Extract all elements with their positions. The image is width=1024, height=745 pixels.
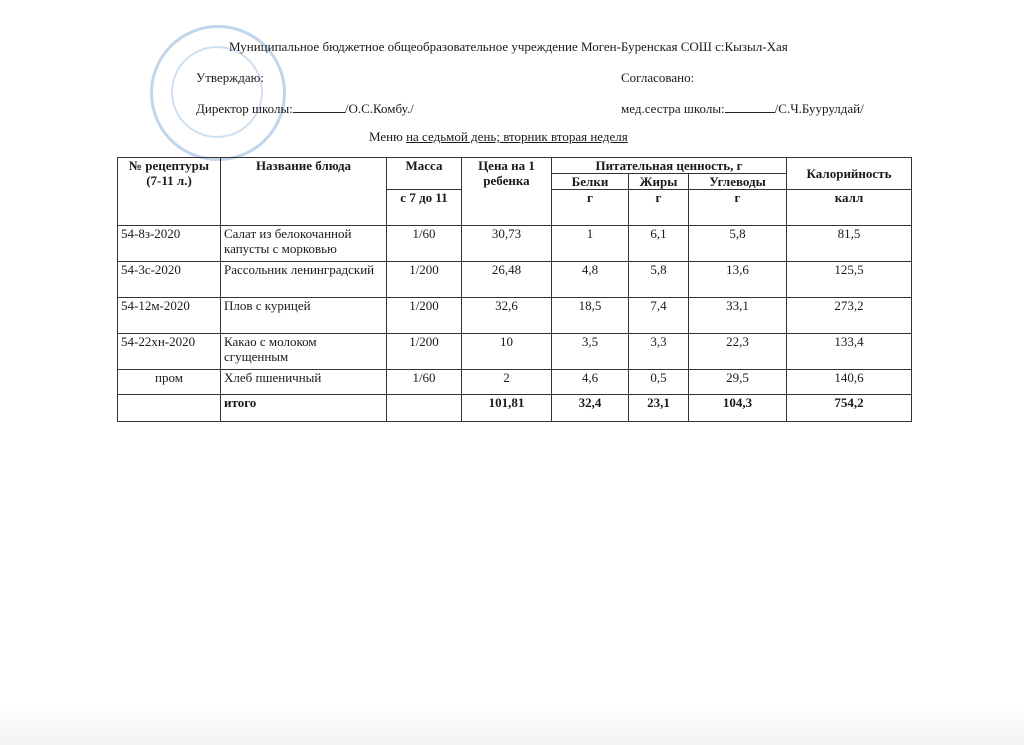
cell-mass: 1/200 xyxy=(387,298,462,334)
cell-price: 2 xyxy=(462,370,552,395)
cell-dish: Хлеб пшеничный xyxy=(221,370,387,395)
cell-dish: Салат из белокочанной капусты с морковью xyxy=(221,226,387,262)
cell-mass: 1/60 xyxy=(387,226,462,262)
cell-total-kcal: 754,2 xyxy=(787,395,912,422)
cell-total-protein: 32,4 xyxy=(552,395,629,422)
cell-price: 32,6 xyxy=(462,298,552,334)
nurse-signature xyxy=(725,101,775,113)
cell-mass: 1/200 xyxy=(387,262,462,298)
header-unit-protein: г xyxy=(552,190,629,226)
director-signature xyxy=(293,101,345,113)
header-mass: Масса xyxy=(387,158,462,190)
cell-price: 30,73 xyxy=(462,226,552,262)
table-row xyxy=(118,370,912,395)
cell-recipe: 54-8з-2020 xyxy=(118,226,221,262)
cell-dish: Рассольник ленинградский xyxy=(221,262,387,298)
header-recipe: № рецептуры (7-11 л.) xyxy=(118,158,221,226)
cell-total-price: 101,81 xyxy=(462,395,552,422)
header-unit-carbs: г xyxy=(689,190,787,226)
cell-price: 10 xyxy=(462,334,552,370)
header-dish: Название блюда xyxy=(221,158,387,226)
cell-total-fat: 23,1 xyxy=(629,395,689,422)
cell-fat: 3,3 xyxy=(629,334,689,370)
nurse-line xyxy=(621,101,864,117)
cell-total-mass-empty xyxy=(387,395,462,422)
header-protein: Белки xyxy=(552,174,629,190)
header-nutrition: Питательная ценность, г xyxy=(552,158,787,174)
cell-dish: Плов с курицей xyxy=(221,298,387,334)
cell-recipe: 54-22хн-2020 xyxy=(118,334,221,370)
cell-fat: 0,5 xyxy=(629,370,689,395)
menu-day: на седьмой день; вторник вторая неделя xyxy=(406,129,628,144)
table-row xyxy=(118,262,912,298)
cell-protein: 1 xyxy=(552,226,629,262)
menu-table xyxy=(117,157,912,422)
cell-protein: 3,5 xyxy=(552,334,629,370)
approve-label: Утверждаю: xyxy=(196,70,264,85)
cell-fat: 7,4 xyxy=(629,298,689,334)
cell-dish: Какао с молоком сгущенным xyxy=(221,334,387,370)
menu-prefix: Меню xyxy=(369,129,407,144)
cell-protein: 18,5 xyxy=(552,298,629,334)
cell-fat: 6,1 xyxy=(629,226,689,262)
cell-total-carbs: 104,3 xyxy=(689,395,787,422)
cell-recipe: 54-12м-2020 xyxy=(118,298,221,334)
menu-title xyxy=(369,129,628,145)
header-price: Цена на 1 ребенка xyxy=(462,158,552,226)
stamp-inner-ring xyxy=(171,46,263,138)
cell-mass: 1/200 xyxy=(387,334,462,370)
cell-recipe: 54-3с-2020 xyxy=(118,262,221,298)
cell-carbs: 22,3 xyxy=(689,334,787,370)
header-mass-sub: с 7 до 11 xyxy=(387,190,462,226)
cell-kcal: 81,5 xyxy=(787,226,912,262)
cell-kcal: 273,2 xyxy=(787,298,912,334)
cell-total-label: итого xyxy=(221,395,387,422)
cell-mass: 1/60 xyxy=(387,370,462,395)
cell-carbs: 29,5 xyxy=(689,370,787,395)
nurse-label: мед.сестра школы: xyxy=(621,101,725,116)
cell-protein: 4,6 xyxy=(552,370,629,395)
scan-bottom-edge xyxy=(0,703,1024,745)
header-fat: Жиры xyxy=(629,174,689,190)
director-label: Директор школы: xyxy=(196,101,293,116)
cell-carbs: 5,8 xyxy=(689,226,787,262)
nurse-name: /С.Ч.Буурулдай/ xyxy=(774,101,864,116)
cell-fat: 5,8 xyxy=(629,262,689,298)
cell-carbs: 33,1 xyxy=(689,298,787,334)
header-calories-unit: калл xyxy=(787,190,912,226)
header-unit-fat: г xyxy=(629,190,689,226)
cell-kcal: 125,5 xyxy=(787,262,912,298)
total-row xyxy=(118,395,912,422)
cell-protein: 4,8 xyxy=(552,262,629,298)
table-row xyxy=(118,334,912,370)
header-carbs: Углеводы xyxy=(689,174,787,190)
cell-recipe: пром xyxy=(118,370,221,395)
table-row xyxy=(118,226,912,262)
cell-kcal: 140,6 xyxy=(787,370,912,395)
cell-total-empty xyxy=(118,395,221,422)
director-line xyxy=(196,101,414,117)
cell-price: 26,48 xyxy=(462,262,552,298)
director-name: /О.С.Комбу./ xyxy=(344,101,414,116)
institution-title: Муниципальное бюджетное общеобразовательное учреждение Моген-Буренская СОШ с:Кызыл-Хая xyxy=(229,39,788,54)
table-row xyxy=(118,298,912,334)
cell-carbs: 13,6 xyxy=(689,262,787,298)
cell-kcal: 133,4 xyxy=(787,334,912,370)
header-calories: Калорийность xyxy=(787,158,912,190)
agreed-label: Согласовано: xyxy=(621,70,695,85)
